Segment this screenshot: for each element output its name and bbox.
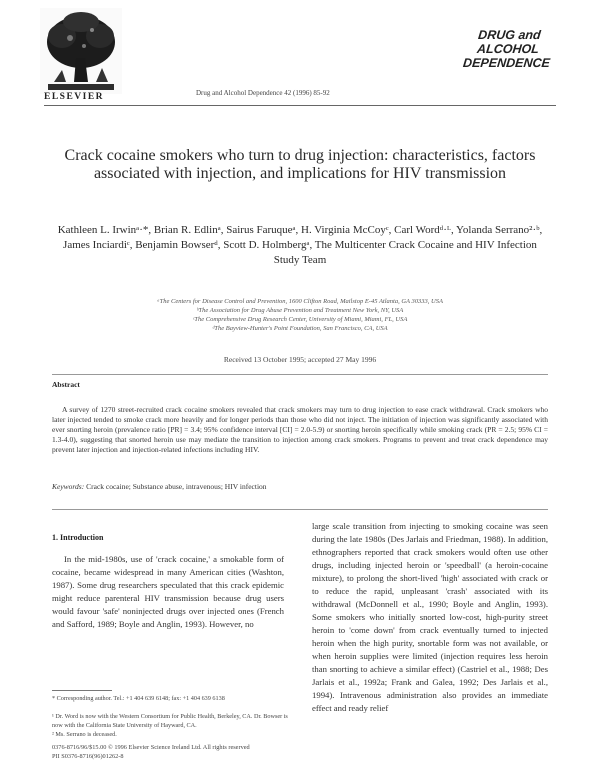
intro-right-column: large scale transition from injecting to smoking cocaine was seen during the late 1980s (Des Jarlais and Friedman, 1988). In addition, ethnographers reported that crack smokers would often use other drugs, including injected heroin or 'speedball' (a heroin-cocaine mixture), to prolong the short-lived 'high' associated with crack or to reduce the rapid, unpleasant 'crash' associated with its withdrawal (McDonnell et al., 1990; Boyle and Anglin, 1993). Some smokers who initially snorted low-cost, high-purity street heroin to 'come down' from crack eventually turned to injected heroin when the high purity, snortable form was not available, or when heroin supplies were limited (injection requires less heroin than snorting to achieve a similar effect) (Castriel et al., 1988; Des Jarlais et al., 1992a; Frank and Galea, 1992; Des Jarlais et al., 1994). Intravenous administration also provides an immediate effect and ready relief (312, 521, 548, 713)
received-dates: Received 13 October 1995; accepted 27 May 1996 (223, 355, 377, 364)
keywords-line (52, 482, 548, 491)
journal-citation: Drug and Alcohol Dependence 42 (1996) 85-92 (196, 89, 330, 97)
affiliation-a: ᵃThe Centers for Disease Control and Prevention, 1600 Clifton Road, Mailstop E-45 Atlanta, GA 30333, USA (157, 298, 443, 305)
author-list: Kathleen L. Irwinᵃ·*, Brian R. Edlinᵃ, Sairus Faruqueᵃ, H. Virginia McCoyᶜ, Carl Wordᵈ·ᴸ, Yolanda Serrano²·ᵇ, James Inciardiᶜ, Benjamin Bowserᵈ, Scott D. Holmbergᵃ, The Multicenter Crack Cocaine and HIV Infection Study Team (57, 224, 543, 266)
article-title: Crack cocaine smokers who turn to drug injection: characteristics, factors associated with injection, and implications for HIV transmission (64, 147, 536, 182)
keywords-text: Crack cocaine; Substance abuse, intravenous; HIV infection (86, 482, 267, 491)
journal-line-1: DRUG and (477, 28, 542, 42)
abstract-body: A survey of 1270 street-recruited crack cocaine smokers revealed that crack smokers may turn to drug injection to ease crack withdrawal. Crack smokers who later injected tended to smoke crack more heavily and for longer periods than those who did not inject. The initiation of injection was significantly associated with ever snorting heroin (prevalence ratio [PR] = 3.4; 95% confidence interval [CI] = 2.0-5.9) or snorting heroin specifically while smoking crack (PR = 2.5; 95% CI = 1.3-4.0), suggesting that snorted heroin use may mediate the transition to injection among crack smokers. Programs to prevent and treat crack dependence may prevent later injection and injection-related infections including HIV. (52, 405, 548, 454)
journal-line-2: ALCOHOL (476, 42, 540, 56)
pii-line: PII S0376-8716(96)01262-8 (52, 753, 124, 760)
section-heading-introduction: 1. Introduction (52, 533, 104, 542)
footnote-corresponding: * Corresponding author. Tel.: +1 404 639 6148; fax: +1 404 639 6138 (52, 695, 225, 702)
copyright-block (52, 743, 292, 761)
affiliation-b: ᵇThe Association for Drug Abuse Prevention and Treatment New York, NY, USA (196, 307, 404, 314)
journal-line-3: DEPENDENCE (462, 56, 551, 70)
footnote-divider (52, 690, 112, 691)
footnote-1: ¹ Dr. Word is now with the Western Consortium for Public Health, Berkeley, CA. Dr. Bowser is now with the California State University of Hayward, CA. (52, 713, 288, 729)
abstract-bottom-divider (52, 509, 548, 510)
publisher-name: ELSEVIER (44, 92, 105, 102)
journal-logo-text (461, 28, 555, 70)
elsevier-tree-logo (40, 8, 122, 94)
affiliation-c: ᶜThe Comprehensive Drug Research Center, University of Miami, Miami, FL, USA (192, 316, 408, 323)
copyright-line: 0376-8716/96/$15.00 © 1996 Elsevier Science Ireland Ltd. All rights reserved (52, 744, 250, 751)
abstract-heading: Abstract (52, 380, 80, 389)
intro-left-column: In the mid-1980s, use of 'crack cocaine,' a smokable form of cocaine, became widespread in many American cities (Washton, 1987). Some drug researchers speculated that this crack epidemic might reduce parenteral HIV transmission because drug users would favour 'safe' noninjected drugs over injected ones (French and Safford, 1989; Boyle and Anglin, 1993). However, no (52, 554, 284, 629)
footnote-2: ² Ms. Serrano is deceased. (52, 731, 117, 738)
keywords-label: Keywords: (52, 482, 85, 491)
affiliation-d: ᵈThe Bayview-Hunter's Point Foundation, San Francisco, CA, USA (212, 325, 388, 332)
abstract-top-divider (52, 374, 548, 375)
header-divider (44, 105, 556, 106)
